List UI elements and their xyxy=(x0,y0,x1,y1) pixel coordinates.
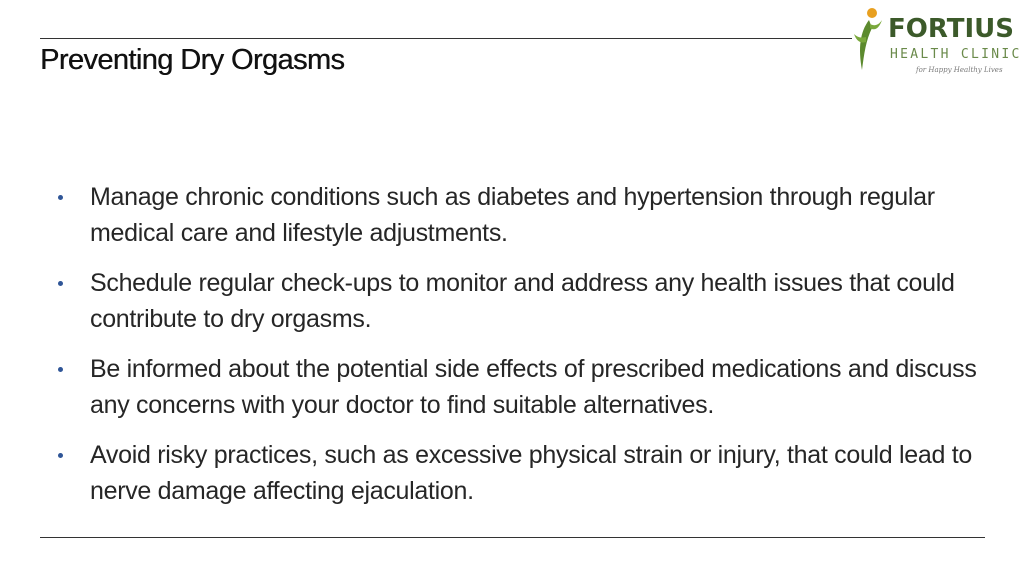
bullet-item xyxy=(58,437,988,509)
bullet-text: Avoid risky practices, such as excessive physical strain or injury, that could lead to nerve damage affecting ejaculation. xyxy=(90,441,973,505)
slide-title: Preventing Dry Orgasms xyxy=(40,44,345,76)
bullet-text: Manage chronic conditions such as diabetes and hypertension through regular medical care and lifestyle adjustments. xyxy=(90,183,935,247)
bullet-list xyxy=(58,179,988,523)
bullet-dot-icon xyxy=(58,367,63,372)
clinic-logo xyxy=(852,4,1022,84)
bullet-item xyxy=(58,351,988,423)
bullet-text: Schedule regular check-ups to monitor and address any health issues that could contribute to dry orgasms. xyxy=(90,269,955,333)
bullet-item xyxy=(58,265,988,337)
footer-divider xyxy=(40,537,985,538)
logo-tagline: for Happy Healthy Lives xyxy=(916,66,1003,74)
bullet-dot-icon xyxy=(58,281,63,286)
bullet-item xyxy=(58,179,988,251)
bullet-text: Be informed about the potential side effects of prescribed medications and discuss any concerns with your doctor to find suitable alternatives. xyxy=(90,355,977,419)
header-divider xyxy=(40,38,852,39)
bullet-dot-icon xyxy=(58,453,63,458)
logo-brand-name: FORTIUS xyxy=(888,14,1014,44)
figure-leaf-icon xyxy=(852,4,886,74)
logo-subtitle: HEALTH CLINIC xyxy=(890,47,1022,62)
bullet-dot-icon xyxy=(58,195,63,200)
